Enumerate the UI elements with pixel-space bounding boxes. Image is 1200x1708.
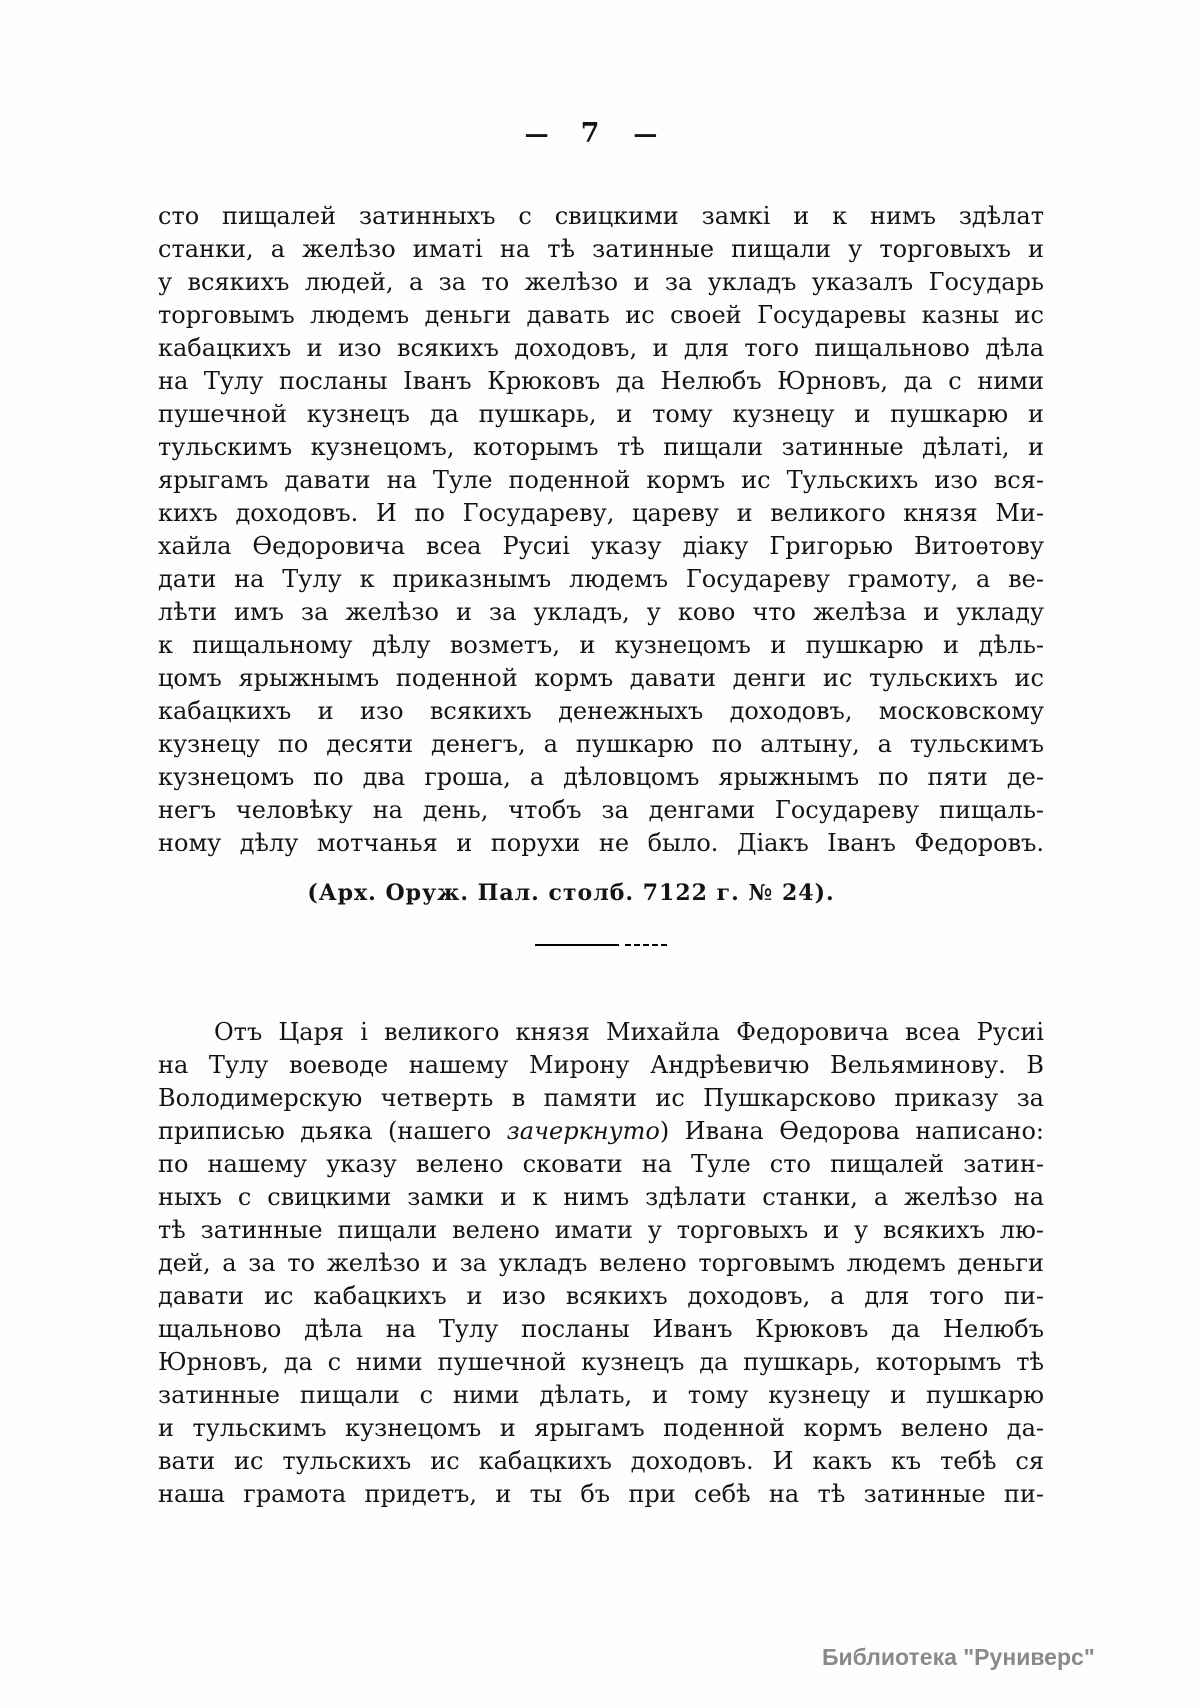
text-line: тульскимъ кузнецомъ, которымъ тѣ пищали затинные дѣлаті, и bbox=[158, 433, 1044, 461]
text-line: щальново дѣла на Тулу посланы Иванъ Крюковъ да Нелюбъ bbox=[158, 1315, 1044, 1343]
text-line: у всякихъ людей, а за то желѣзо и за укладъ указалъ Государь bbox=[158, 268, 1044, 296]
text-segment: приписью дьяка (нашего bbox=[158, 1117, 507, 1145]
text-line: ному дѣлу мотчанья и порухи не было. Діакъ Іванъ Федоровъ. bbox=[158, 829, 1044, 857]
italic-text-segment: зачеркнуто bbox=[506, 1117, 660, 1145]
text-line: цомъ ярыжнымъ поденной кормъ давати денги ис тульскихъ ис bbox=[158, 664, 1044, 692]
text-line: кабацкихъ и изо всякихъ доходовъ, и для того пищальново дѣла bbox=[158, 334, 1044, 362]
text-line: вати ис тульскихъ ис кабацкихъ доходовъ. И какъ къ тебѣ ся bbox=[158, 1447, 1044, 1475]
divider-solid-segment bbox=[535, 944, 619, 946]
text-line: лѣти имъ за желѣзо и за укладъ, у ково что желѣза и укладу bbox=[158, 598, 1044, 626]
text-line: кабацкихъ и изо всякихъ денежныхъ доходовъ, московскому bbox=[158, 697, 1044, 725]
text-line: затинные пищали с ними дѣлать, и тому кузнецу и пушкарю bbox=[158, 1381, 1044, 1409]
page-number-dash-left: — bbox=[524, 119, 547, 148]
text-line: Отъ Царя і великого князя Михайла Федоровича всеа Русиі bbox=[214, 1018, 1044, 1046]
text-line: дати на Тулу к приказнымъ людемъ Государеву грамоту, а ве- bbox=[158, 565, 1044, 593]
text-line: наша грамота придетъ, и ты бъ при себѣ на тѣ затинные пи- bbox=[158, 1480, 1044, 1508]
divider-dashed-segment bbox=[625, 944, 667, 946]
text-line: ярыгамъ давати на Туле поденной кормъ ис Тульскихъ изо вся- bbox=[158, 466, 1044, 494]
text-line: ныхъ с свицкими замки и к нимъ здѣлати станки, а желѣзо на bbox=[158, 1183, 1044, 1211]
text-line: кузнецу по десяти денегъ, а пушкарю по алтыну, а тульскимъ bbox=[158, 730, 1044, 758]
section-divider bbox=[535, 944, 667, 946]
text-line: торговымъ людемъ деньги давать ис своей Государевы казны ис bbox=[158, 301, 1044, 329]
archive-citation: (Арх. Оруж. Пал. столб. 7122 г. № 24). bbox=[307, 880, 835, 906]
text-line: на Тулу посланы Іванъ Крюковъ да Нелюбъ Юрновъ, да с ними bbox=[158, 367, 1044, 395]
text-line: кузнецомъ по два гроша, а дѣловцомъ ярыжнымъ по пяти де- bbox=[158, 763, 1044, 791]
text-line: по нашему указу велено сковати на Туле сто пищалей затин- bbox=[158, 1150, 1044, 1178]
page-number-dash-right: — bbox=[633, 119, 656, 148]
paragraph-1 bbox=[158, 200, 1044, 860]
text-line: давати ис кабацкихъ и изо всякихъ доходовъ, а для того пи- bbox=[158, 1282, 1044, 1310]
text-line: станки, а желѣзо иматі на тѣ затинные пищали у торговыхъ и bbox=[158, 235, 1044, 263]
text-line: на Тулу воеводе нашему Мирону Андрѣевичю Вельяминову. В bbox=[158, 1051, 1044, 1079]
text-line: хайла Ѳедоровича всеа Русиі указу діаку Григорью Витоѳтову bbox=[158, 532, 1044, 560]
text-segment: ) Ивана Ѳедорова написано: bbox=[659, 1117, 1044, 1145]
text-line: негъ человѣку на день, чтобъ за денгами Государеву пищаль- bbox=[158, 796, 1044, 824]
page-number-value: 7 bbox=[580, 118, 600, 149]
text-line: Володимерскую четверть в памяти ис Пушкарсково приказу за bbox=[158, 1084, 1044, 1112]
text-line: и тульскимъ кузнецомъ и ярыгамъ поденной кормъ велено да- bbox=[158, 1414, 1044, 1442]
text-line: кихъ доходовъ. И по Государеву, цареву и великого князя Ми- bbox=[158, 499, 1044, 527]
text-line: к пищальному дѣлу возметъ, и кузнецомъ и пушкарю и дѣль- bbox=[158, 631, 1044, 659]
library-watermark: Библиотека "Руниверс" bbox=[822, 1644, 1095, 1670]
paragraph-2 bbox=[158, 1016, 1044, 1511]
text-line: Юрновъ, да с ними пушечной кузнецъ да пушкарь, которымъ тѣ bbox=[158, 1348, 1044, 1376]
page-number bbox=[0, 118, 1180, 149]
text-line: дей, а за то желѣзо и за укладъ велено торговымъ людемъ деньги bbox=[158, 1249, 1044, 1277]
text-line: тѣ затинные пищали велено имати у торговыхъ и у всякихъ лю- bbox=[158, 1216, 1044, 1244]
text-line: сто пищалей затинныхъ с свицкими замкі и к нимъ здѣлат bbox=[158, 202, 1044, 230]
text-line bbox=[158, 1115, 1044, 1148]
text-line: пушечной кузнецъ да пушкарь, и тому кузнецу и пушкарю и bbox=[158, 400, 1044, 428]
